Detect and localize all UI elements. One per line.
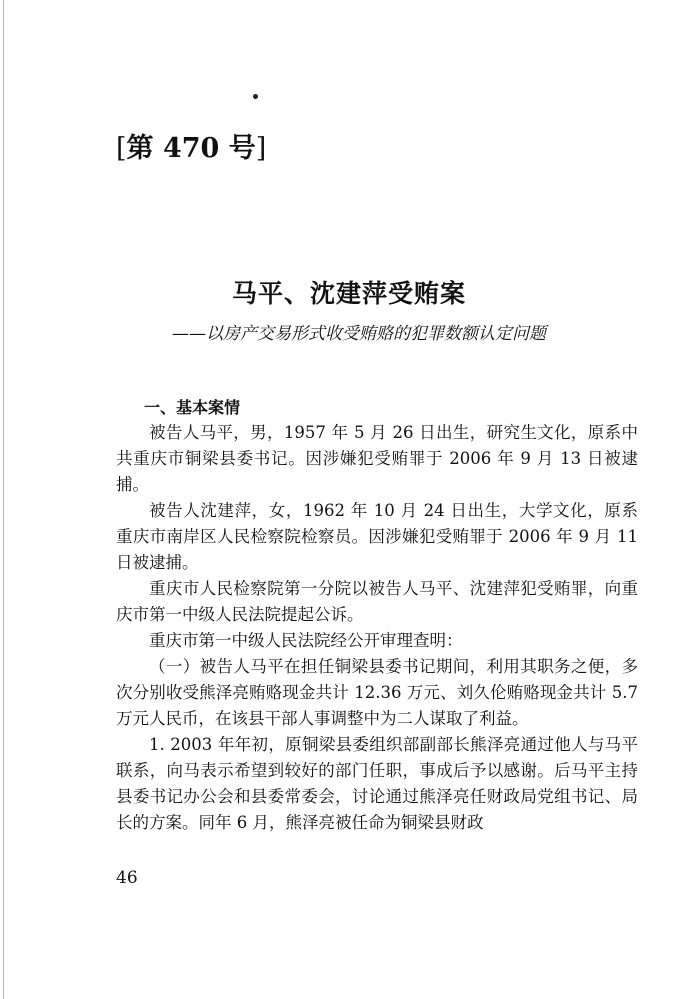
- page-number: 46: [116, 868, 138, 888]
- paragraph: 重庆市第一中级人民法院经公开审理查明：: [149, 631, 463, 650]
- paragraph: 被告人沈建萍，女，1962 年 10 月 24 日出生，大学文化，原系重庆市南岸区人民检察院检察员。因涉嫌犯受贿罪于 2006 年 9 月 11 日被逮捕。: [116, 501, 638, 572]
- section-heading: 一、基本案情: [144, 398, 241, 417]
- paragraph: 1. 2003 年年初，原铜梁县委组织部副部长熊泽亮通过他人与马平联系，向马表示希望到较好的部门任职，事成后予以感谢。后马平主持县委书记办公会和县委常委会，讨论通过熊泽亮任财政局党组书记、局长的方案。同年 6 月，熊泽亮被任命为铜梁县财政: [116, 735, 638, 832]
- case-number-close-bracket: ]: [255, 133, 267, 164]
- case-subtitle: ——以房产交易形式收受贿赂的犯罪数额认定问题: [172, 324, 546, 344]
- page-edge-line: [3, 0, 4, 999]
- paragraph: （一）被告人马平在担任铜梁县委书记期间，利用其职务之便，多次分别收受熊泽亮贿赂现金共计 12.36 万元、刘久伦贿赂现金共计 5.7 万元人民币，在该县干部人事调整中为二人谋取了利益。: [116, 657, 638, 728]
- body-text: [116, 420, 638, 836]
- paragraph: 被告人马平，男，1957 年 5 月 26 日出生，研究生文化，原系中共重庆市铜梁县委书记。因涉嫌犯受贿罪于 2006 年 9 月 13 日被逮捕。: [116, 423, 638, 494]
- case-number-open-bracket: [: [116, 133, 127, 164]
- case-number: [116, 132, 266, 166]
- ink-dot: [253, 94, 258, 99]
- case-title: 马平、沈建萍受贿案: [231, 279, 466, 308]
- case-number-label: 第 470 号: [126, 133, 256, 164]
- paragraph: 重庆市人民检察院第一分院以被告人马平、沈建萍犯受贿罪，向重庆市第一中级人民法院提起公诉。: [116, 579, 638, 624]
